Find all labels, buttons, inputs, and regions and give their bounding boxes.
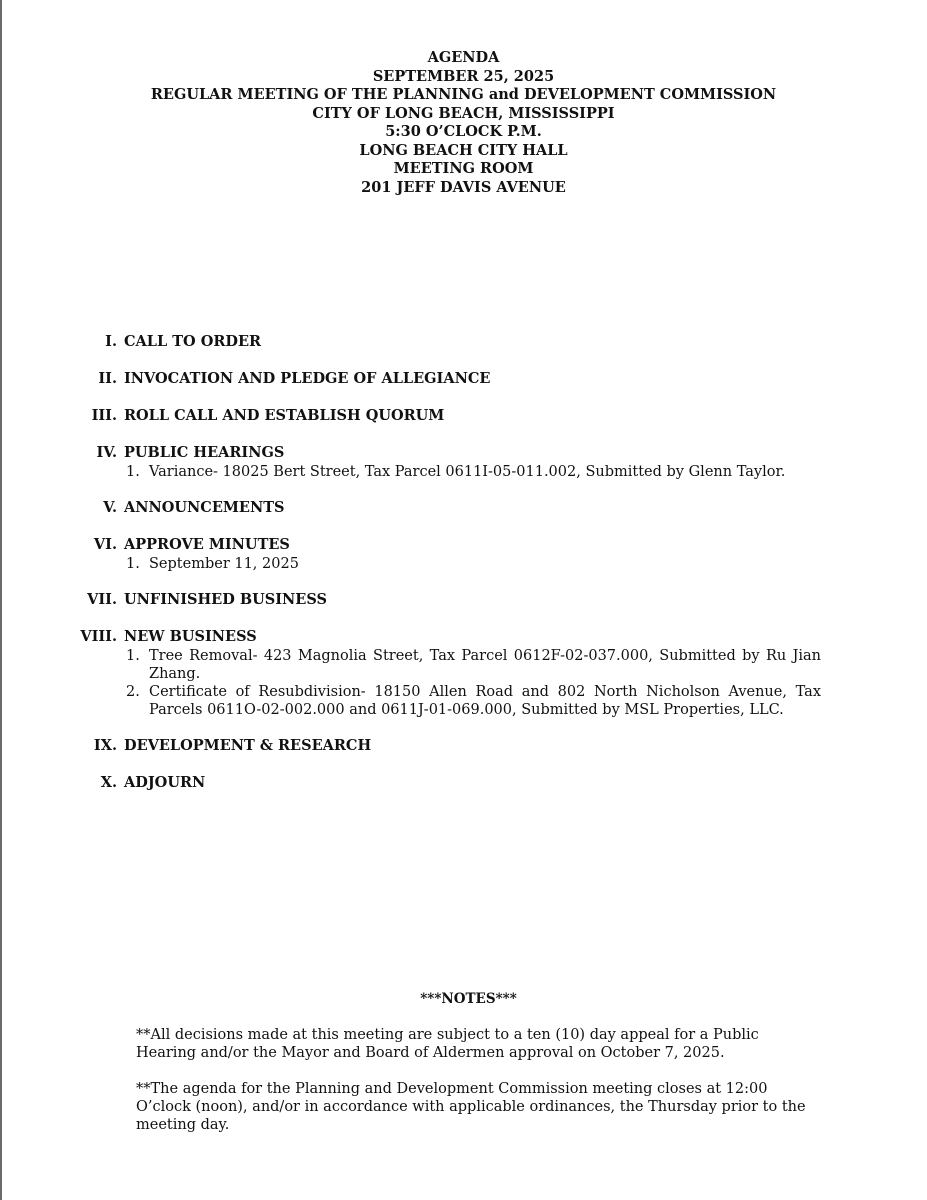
header-title: AGENDA bbox=[427, 49, 500, 66]
agenda-item-numeral: IV. bbox=[96, 444, 117, 461]
agenda-item-heading: APPROVE MINUTES bbox=[124, 536, 290, 553]
agenda-item-heading: NEW BUSINESS bbox=[124, 628, 257, 645]
agenda-subitem-number: 1. bbox=[126, 556, 140, 572]
agenda-subitem-text: September 11, 2025 bbox=[149, 556, 299, 572]
agenda-item bbox=[0, 590, 927, 610]
agenda-item-heading: ADJOURN bbox=[124, 774, 206, 791]
agenda-item-numeral: II. bbox=[98, 370, 117, 387]
agenda-subitem-list bbox=[124, 463, 821, 481]
agenda-item-numeral: IX. bbox=[93, 737, 117, 754]
agenda-subitem-number: 2. bbox=[126, 684, 140, 700]
header-city: CITY OF LONG BEACH, MISSISSIPPI bbox=[312, 104, 615, 122]
agenda-item bbox=[0, 736, 927, 756]
agenda-item-heading: ROLL CALL AND ESTABLISH QUORUM bbox=[124, 407, 445, 424]
agenda-item bbox=[0, 498, 927, 518]
agenda-subitem-text: Tree Removal- 423 Magnolia Street, Tax Parcel 0612F-02-037.000, Submitted by Ru Jian Zhang. bbox=[149, 648, 821, 682]
note-paragraph: **All decisions made at this meeting are subject to a ten (10) day appeal for a Public Hearing and/or the Mayor and Board of Aldermen approval on October 7, 2025. bbox=[136, 1027, 759, 1061]
agenda-subitem-text: Certificate of Resubdivision- 18150 Allen Road and 802 North Nicholson Avenue, Tax Parcels 0611O-02-002.000 and 0611J-01-069.000, Submitted by MSL Properties, LLC. bbox=[149, 684, 821, 718]
agenda-item bbox=[0, 443, 927, 481]
notes-section bbox=[0, 990, 927, 1134]
agenda-item bbox=[0, 535, 927, 573]
agenda-item bbox=[0, 369, 927, 389]
agenda-item-heading: PUBLIC HEARINGS bbox=[124, 444, 285, 461]
agenda-item-heading: INVOCATION AND PLEDGE OF ALLEGIANCE bbox=[124, 370, 491, 387]
notes-title: ***NOTES*** bbox=[420, 991, 517, 1007]
agenda-header bbox=[0, 49, 927, 197]
agenda-item bbox=[0, 406, 927, 426]
agenda-item bbox=[0, 332, 927, 352]
agenda-item bbox=[0, 627, 927, 719]
agenda-item-numeral: X. bbox=[100, 774, 117, 791]
agenda-subitem bbox=[124, 647, 821, 683]
agenda-item-numeral: V. bbox=[103, 499, 117, 516]
agenda-item-heading: CALL TO ORDER bbox=[124, 333, 262, 350]
agenda-item-numeral: III. bbox=[91, 407, 117, 424]
agenda-item-heading: UNFINISHED BUSINESS bbox=[124, 591, 327, 608]
agenda-subitem bbox=[124, 555, 821, 573]
agenda-item-heading: ANNOUNCEMENTS bbox=[124, 499, 285, 516]
agenda-subitem bbox=[124, 683, 821, 719]
header-room: MEETING ROOM bbox=[393, 160, 534, 177]
agenda-item-numeral: VII. bbox=[87, 591, 117, 608]
agenda-subitem bbox=[124, 463, 821, 481]
agenda-item-numeral: VIII. bbox=[80, 628, 117, 645]
agenda-item-heading: DEVELOPMENT & RESEARCH bbox=[124, 737, 372, 754]
header-address: 201 JEFF DAVIS AVENUE bbox=[361, 178, 566, 196]
agenda-subitem-number: 1. bbox=[126, 464, 140, 480]
header-meeting-type: REGULAR MEETING OF THE PLANNING and DEVELOPMENT COMMISSION bbox=[150, 86, 777, 103]
header-time: 5:30 O’CLOCK P.M. bbox=[385, 123, 542, 140]
agenda-item bbox=[0, 773, 927, 793]
agenda-subitem-number: 1. bbox=[126, 648, 140, 664]
agenda-list bbox=[0, 332, 927, 810]
header-date: SEPTEMBER 25, 2025 bbox=[372, 67, 555, 85]
agenda-subitem-list bbox=[124, 555, 821, 573]
note-paragraph: **The agenda for the Planning and Development Commission meeting closes at 12:00 O’clock (noon), and/or in accordance with applicable ordinances, the Thursday prior to the meeting day. bbox=[136, 1081, 806, 1133]
agenda-subitem-list bbox=[124, 647, 821, 719]
agenda-subitem-text: Variance- 18025 Bert Street, Tax Parcel 0611I-05-011.002, Submitted by Glenn Taylor. bbox=[149, 464, 786, 480]
header-venue: LONG BEACH CITY HALL bbox=[359, 141, 568, 159]
agenda-item-numeral: VI. bbox=[93, 536, 117, 553]
agenda-item-numeral: I. bbox=[105, 333, 117, 350]
